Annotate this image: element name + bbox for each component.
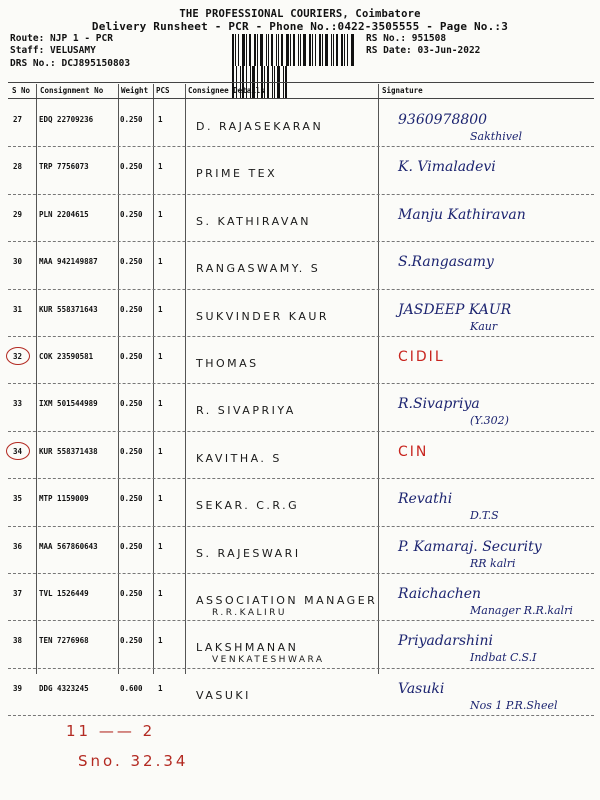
row-weight: 0.250: [120, 304, 143, 314]
row-consignee-line2: VENKATESHWARA: [212, 655, 325, 666]
table-row: [0, 669, 600, 716]
row-consignee: ASSOCIATION MANAGER: [196, 594, 378, 607]
row-pcs: 1: [158, 209, 163, 219]
route-label: Route: NJP 1 - PCR: [10, 33, 113, 44]
row-signature-line2: RR kalri: [470, 556, 516, 570]
row-consignee-line2: R.R.KALIRU: [212, 608, 287, 618]
col-header-sno: S No: [12, 86, 31, 95]
table-row: [0, 100, 600, 147]
drs-number: DRS No.: DCJ895150803: [10, 58, 131, 69]
circle-mark: [6, 347, 30, 365]
row-signature: Raichachen: [398, 586, 482, 602]
row-pcs: 1: [158, 446, 163, 456]
row-consignment-no: TVL 1526449: [39, 589, 89, 598]
row-signature: Priyadarshini: [398, 633, 494, 650]
row-sno: 39: [13, 683, 23, 693]
row-pcs: 1: [158, 115, 163, 124]
row-pcs: 1: [158, 589, 163, 598]
company-title: THE PROFESSIONAL COURIERS, Coimbatore: [179, 8, 421, 20]
table-row: [0, 574, 600, 621]
row-weight: 0.250: [120, 115, 143, 124]
row-consignment-no: COK 23590581: [39, 352, 94, 361]
row-sno: 35: [13, 494, 23, 504]
row-signature-line2: Manager R.R.kalri: [470, 604, 573, 617]
table-row: [0, 147, 600, 194]
rs-number: RS No.: 951508: [366, 33, 447, 44]
row-consignment-no: MTP 1159009: [39, 494, 89, 504]
table-row: [0, 384, 600, 431]
col-header-signature: Signature: [382, 86, 423, 95]
row-consignee: SUKVINDER KAUR: [196, 309, 330, 323]
row-sno: 37: [13, 589, 23, 598]
row-sno: 34: [13, 446, 23, 456]
row-signature-line2: Indbat C.S.I: [470, 651, 537, 665]
runsheet-title: Delivery Runsheet - PCR - Phone No.:0422-3505555 - Page No.:3: [91, 20, 509, 33]
row-weight: 0.250: [120, 209, 143, 219]
row-weight: 0.250: [120, 352, 143, 361]
row-signature: 9360978800: [398, 112, 488, 128]
row-consignee: S. RAJESWARI: [196, 546, 301, 560]
row-consignment-no: KUR 558371438: [39, 446, 98, 456]
row-consignment-no: MAA 567860643: [39, 541, 98, 551]
footer-tally: 11 —— 2: [66, 722, 156, 740]
row-consignment-no: EDQ 22709236: [39, 115, 94, 124]
row-pcs: 1: [158, 304, 163, 314]
circle-mark: [6, 442, 30, 460]
row-signature: CIDIL: [398, 349, 445, 365]
row-sno: 31: [13, 304, 23, 314]
row-sno: 33: [13, 399, 23, 409]
row-signature: S.Rangasamy: [398, 254, 494, 271]
row-pcs: 1: [158, 399, 163, 409]
row-pcs: 1: [158, 257, 163, 267]
table-row: [0, 479, 600, 526]
row-pcs: 1: [158, 541, 163, 551]
row-signature: Manju Kathiravan: [398, 206, 526, 223]
row-consignee: THOMAS: [196, 357, 259, 370]
row-signature: R.Sivapriya: [398, 396, 480, 413]
row-pcs: 1: [158, 683, 163, 693]
row-rule: [8, 715, 594, 716]
staff-label: Staff: VELUSAMY: [10, 45, 96, 56]
row-sno: 28: [13, 162, 23, 172]
row-consignee: KAVITHA. S: [196, 451, 282, 465]
row-pcs: 1: [158, 494, 163, 504]
table-row: [0, 621, 600, 668]
footer-sno-note: Sno. 32.34: [78, 752, 189, 770]
row-weight: 0.250: [120, 541, 143, 551]
table-row: [0, 195, 600, 242]
row-signature-line2: (Y.302): [470, 414, 509, 428]
table-top-rule: [8, 82, 594, 83]
col-header-consignment: Consignment No: [40, 86, 104, 95]
table-row: [0, 242, 600, 289]
row-signature-line2: Kaur: [470, 319, 498, 333]
row-consignment-no: KUR 558371643: [39, 304, 98, 314]
row-sno: 27: [13, 115, 23, 124]
row-weight: 0.600: [120, 683, 143, 693]
row-consignee: R. SIVAPRIYA: [196, 404, 296, 418]
row-consignment-no: MAA 942149887: [39, 257, 98, 267]
row-consignment-no: TRP 7756073: [39, 162, 89, 172]
row-consignee: SEKAR. C.R.G: [196, 499, 300, 513]
row-pcs: 1: [158, 162, 163, 172]
row-weight: 0.250: [120, 399, 143, 409]
row-consignment-no: PLN 2204615: [39, 209, 89, 219]
row-consignment-no: DDG 4323245: [39, 683, 89, 693]
table-row: [0, 432, 600, 479]
row-consignment-no: IXM 501544989: [39, 399, 98, 409]
row-consignee: D. RAJASEKARAN: [196, 120, 324, 133]
header-rule: [8, 98, 594, 99]
row-sno: 36: [13, 541, 23, 551]
row-consignee: PRIME TEX: [196, 167, 278, 181]
row-pcs: 1: [158, 352, 163, 361]
row-consignee: LAKSHMANAN: [196, 641, 299, 655]
row-signature: Revathi: [398, 491, 453, 508]
rs-date: RS Date: 03-Jun-2022: [366, 45, 481, 56]
row-consignment-no: TEN 7276968: [39, 636, 89, 646]
table-row: [0, 527, 600, 574]
table-row: [0, 290, 600, 337]
row-signature: JASDEEP KAUR: [398, 301, 512, 318]
row-weight: 0.250: [120, 589, 143, 598]
row-consignee: RANGASWAMY. S: [196, 262, 321, 276]
row-signature: CIN: [398, 443, 429, 460]
row-weight: 0.250: [120, 636, 143, 646]
col-header-consignee: Consignee Details: [188, 86, 265, 95]
row-signature: P. Kamaraj. Security: [398, 538, 542, 555]
row-weight: 0.250: [120, 494, 143, 504]
row-consignee: VASUKI: [196, 688, 251, 702]
row-consignee: S. KATHIRAVAN: [196, 214, 311, 228]
row-signature: Vasuki: [398, 680, 445, 697]
row-sno: 38: [13, 636, 23, 646]
row-weight: 0.250: [120, 446, 143, 456]
row-sno: 29: [13, 209, 23, 219]
row-sno: 32: [13, 352, 23, 361]
row-sno: 30: [13, 257, 23, 267]
barcode-graphic: [232, 34, 358, 66]
row-weight: 0.250: [120, 162, 143, 172]
row-signature: K. Vimaladevi: [398, 159, 496, 176]
row-signature-line2: Sakthivel: [470, 130, 523, 143]
table-row: [0, 337, 600, 384]
col-header-weight: Weight: [121, 86, 149, 95]
row-signature-line2: Nos 1 P.R.Sheel: [470, 698, 558, 712]
col-header-pcs: PCS: [156, 86, 170, 95]
row-signature-line2: D.T.S: [470, 509, 499, 523]
row-pcs: 1: [158, 636, 163, 646]
row-weight: 0.250: [120, 257, 143, 267]
